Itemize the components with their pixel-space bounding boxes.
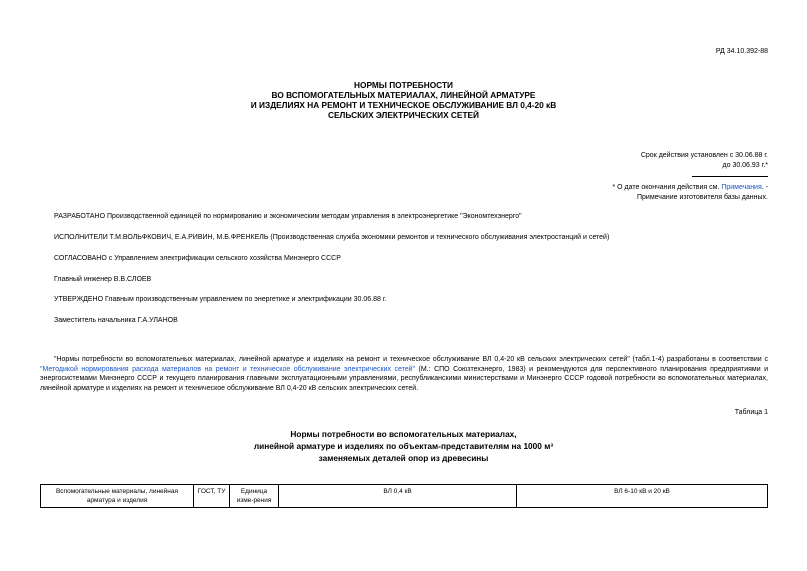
header-unit: Единица изме-рения: [230, 485, 279, 508]
title-line: ВО ВСПОМОГАТЕЛЬНЫХ МАТЕРИАЛАХ, ЛИНЕЙНОЙ АРМАТУРЕ: [271, 90, 536, 100]
document-title: [0, 80, 807, 120]
header-vl-04: ВЛ 0,4 кВ: [279, 485, 517, 508]
table-header-row: [41, 485, 768, 508]
footnote-prefix: * О дате окончания действия см.: [612, 184, 722, 191]
developed-by: РАЗРАБОТАНО Производственной единицей по нормированию и экономическим методам управления в электроэнергетике "Экономтехэнерго": [54, 213, 522, 220]
validity-start: Срок действия установлен с 30.06.88 г.: [640, 152, 768, 159]
norms-table: [40, 484, 768, 508]
agreed-with: СОГЛАСОВАНО с Управлением электрификации сельского хозяйства Минэнерго СССР: [54, 255, 341, 262]
validity-period: [641, 151, 768, 181]
header-vl-6-10-20: ВЛ 6-10 кВ и 20 кВ: [517, 485, 768, 508]
validity-footnote: [612, 183, 768, 202]
title-line: НОРМЫ ПОТРЕБНОСТИ: [354, 80, 453, 90]
table-title-line: заменяемых деталей опор из древесины: [318, 453, 489, 463]
executors: ИСПОЛНИТЕЛИ Т.М.ВОЛЬФКОВИЧ, Е.А.РИВИН, М.Б.ФРЕНКЕЛЬ (Производственная служба экономики ремонтов и технического обслуживания электростанций и сетей): [54, 234, 610, 241]
validity-divider: [692, 172, 768, 177]
validity-end: до 30.06.93 г.*: [722, 162, 768, 169]
table-title-line: Нормы потребности во вспомогательных материалах,: [290, 429, 517, 439]
table-title: [0, 428, 807, 464]
notes-link[interactable]: Примечания: [721, 184, 762, 191]
approved-by: УТВЕРЖДЕНО Главным производственным управлением по энергетике и электрификации 30.06.88 г.: [54, 296, 387, 303]
footnote-suffix: . -: [761, 184, 768, 191]
header-materials: Вспомогательные материалы, линейная арматура и изделия: [41, 485, 194, 508]
chief-engineer: Главный инженер В.В.СЛОЕВ: [54, 276, 152, 283]
table-number: Таблица 1: [734, 409, 768, 416]
methodology-link[interactable]: "Методикой нормирования расхода материалов на ремонт и техническое обслуживание электрических сетей": [40, 365, 416, 373]
deputy-head: Заместитель начальника Г.А.УЛАНОВ: [54, 317, 178, 324]
footnote-source: Примечание изготовителя базы данных.: [636, 193, 768, 201]
paragraph-part2: (М.: СПО Союзтехэнерго, 1983) и рекомендуются для перспективного планирования предприятиями и энергосистемами Минэнерго СССР и текущего планирования главными эксплуатационными управлениями, республиканскими министерствами и Минэнерго СССР годовой потребности во вспомогательных материалах, линейной арматуре и изделиях на ремонт и техническое обслуживание ВЛ 0,4-20 кВ сельских электрических сетей.: [40, 365, 769, 392]
header-gost: ГОСТ, ТУ: [194, 485, 230, 508]
table-title-line: линейной арматуре и изделиях по объектам-представителям на 1000 м³: [253, 441, 554, 451]
title-line: И ИЗДЕЛИЯХ НА РЕМОНТ И ТЕХНИЧЕСКОЕ ОБСЛУЖИВАНИЕ ВЛ 0,4-20 кВ: [250, 100, 557, 110]
intro-paragraph: [40, 355, 768, 393]
paragraph-part1: "Нормы потребности во вспомогательных материалах, линейной арматуре и изделиях на ремонт и техническое обслуживание ВЛ 0,4-20 кВ сельских электрических сетей" (табл.1-4) разработаны в соответствии с: [54, 356, 768, 363]
document-number: РД 34.10.392-88: [715, 48, 768, 55]
title-line: СЕЛЬСКИХ ЭЛЕКТРИЧЕСКИХ СЕТЕЙ: [327, 110, 480, 120]
